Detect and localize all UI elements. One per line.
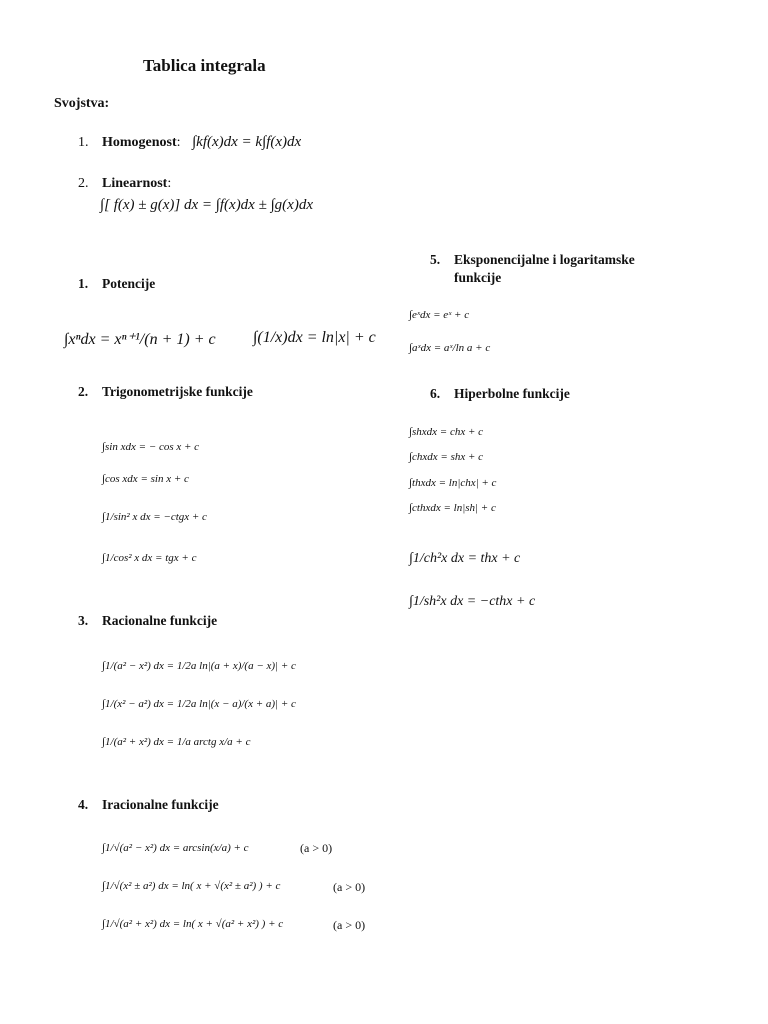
formula-rational-2: ∫1/(x² − a²) dx = 1/2a ln|(x − a)/(x + a)| + c [102,698,296,710]
section-title: Hiperbolne funkcije [454,386,570,401]
formula-rational-3: ∫1/(a² + x²) dx = 1/a arctg x/a + c [102,736,251,748]
formula-sh: ∫shxdx = chx + c [409,426,484,438]
section-number: 3. [78,613,89,628]
section-trig-heading [78,384,253,400]
formula-sin: ∫sin xdx = − cos x + c [102,441,200,453]
condition-3: (a > 0) [333,918,366,932]
formula-th: ∫thxdx = ln|chx| + c [409,477,497,489]
formula-exp-e: ∫eˣdx = eˣ + c [409,309,470,321]
section-number: 4. [78,797,89,812]
section-number: 2. [78,384,89,399]
section-potencije-heading [78,276,155,292]
formula-irrational-1: ∫1/√(a² − x²) dx = arcsin(x/a) + c [102,842,249,854]
formula-exp-a: ∫aˣdx = aˣ/ln a + c [409,342,491,354]
formula-inv-sh2: ∫1/sh²x dx = −cthx + c [409,594,536,609]
section-exp-heading-line2: funkcije [454,270,502,285]
formula-cth: ∫cthxdx = ln|sh| + c [409,502,496,514]
section-hyper-heading [430,386,570,402]
property-number: 2. [78,176,89,191]
linearity-formula: ∫[ f(x) ± g(x)] dx = ∫f(x)dx ± ∫g(x)dx [100,197,313,213]
section-title: Potencije [102,276,156,291]
section-number: 5. [430,252,441,267]
section-title-line1: Eksponencijalne i logaritamske [454,252,635,267]
section-title: Iracionalne funkcije [102,797,219,812]
section-number: 6. [430,386,441,401]
property-homogenost [78,134,301,151]
section-irrational-heading [78,797,219,813]
formula-ch: ∫chxdx = shx + c [409,451,484,463]
formula-inv-sin2: ∫1/sin² x dx = −ctgx + c [102,511,207,523]
page-title: Tablica integrala [143,56,266,75]
property-label: Linearnost [102,176,168,191]
property-number: 1. [78,135,89,150]
property-formula: ∫kf(x)dx = k∫f(x)dx [192,134,302,150]
formula-irrational-3: ∫1/√(a² + x²) dx = ln( x + √(a² + x²) ) + c [102,918,284,930]
section-rational-heading [78,613,217,629]
formula-cos: ∫cos xdx = sin x + c [102,473,189,485]
properties-heading: Svojstva: [54,96,110,111]
property-separator: : [176,135,181,150]
condition-1: (a > 0) [300,841,333,855]
formula-irrational-2: ∫1/√(x² ± a²) dx = ln( x + √(x² ± a²) ) + c [102,880,281,892]
section-exp-heading [430,252,635,268]
section-title: Trigonometrijske funkcije [102,384,253,399]
section-number: 1. [78,276,89,291]
formula-inv-ch2: ∫1/ch²x dx = thx + c [409,551,521,566]
property-linearnost [78,176,171,192]
section-title: Racionalne funkcije [102,613,218,628]
formula-reciprocal: ∫(1/x)dx = ln|x| + c [253,329,376,346]
condition-2: (a > 0) [333,880,366,894]
property-separator: : [167,176,172,191]
formula-rational-1: ∫1/(a² − x²) dx = 1/2a ln|(a + x)/(a − x)| + c [102,660,296,672]
formula-inv-cos2: ∫1/cos² x dx = tgx + c [102,552,197,564]
property-label: Homogenost [102,135,177,150]
formula-power: ∫xⁿdx = xⁿ⁺¹/(n + 1) + c [64,331,216,348]
